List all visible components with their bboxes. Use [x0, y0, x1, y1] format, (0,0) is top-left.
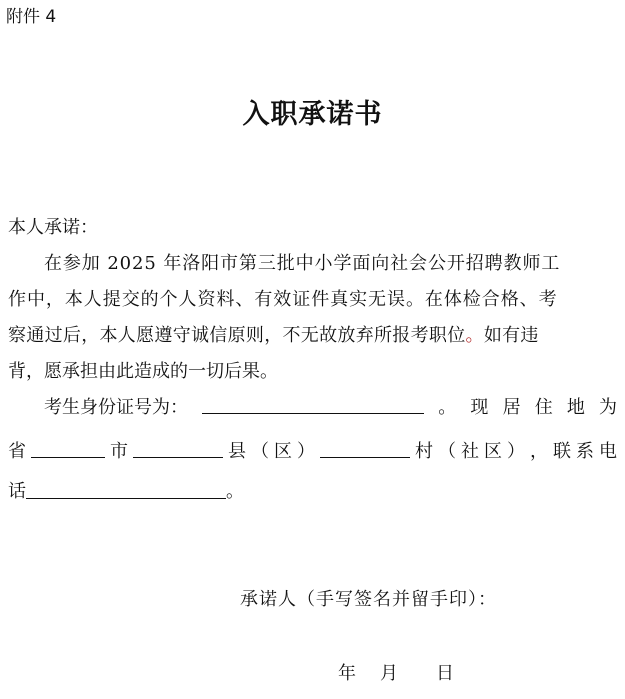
paragraph-line-3: [8, 323, 539, 349]
village-char: 联: [553, 441, 571, 462]
county-char: ）: [297, 441, 315, 462]
address-line: [8, 439, 617, 465]
id-number-blank[interactable]: [202, 395, 424, 414]
paragraph-line-3-text: 察通过后，本人愿遵守诚信原则，不无故放弃所报考职位: [8, 325, 466, 346]
phone-label: 话: [8, 481, 26, 502]
paragraph-line-3-tail: 如有违: [483, 325, 539, 346]
residence-char: 地: [566, 397, 585, 418]
date-day: 日: [436, 663, 454, 684]
village-char: ）: [507, 441, 525, 462]
paragraph-line-3-end-mark: 。: [465, 325, 484, 346]
county-char: 区: [274, 441, 292, 462]
residence-char: 现: [470, 397, 489, 418]
paragraph-line-2: 作中，本人提交的个人资料、有效证件真实无误。在体检合格、考: [8, 289, 558, 310]
city-blank[interactable]: [133, 439, 223, 458]
paragraph-line-1-text: 在参加 2025 年洛阳市第三批中小学面向社会公开招聘教师工: [44, 253, 561, 274]
village-char: 村: [415, 441, 433, 462]
province-blank[interactable]: [31, 439, 105, 458]
signer-label: 承诺人（手写签名并留手印）：: [240, 589, 497, 610]
residence-char: 住: [534, 397, 553, 418]
village-char: （: [438, 441, 456, 462]
village-char: 社: [461, 441, 479, 462]
document-title: 入职承诺书: [242, 99, 383, 130]
greeting: 本人承诺：: [8, 217, 98, 238]
residence-char: 。: [438, 397, 457, 418]
attachment-label: 附件 4: [6, 7, 57, 27]
village-char: 电: [599, 441, 617, 462]
paragraph-line-1: [44, 251, 617, 277]
city-label: 市: [110, 441, 128, 462]
id-number-line: [44, 395, 617, 421]
village-char: ，: [530, 441, 548, 462]
county-blank[interactable]: [320, 439, 410, 458]
residence-char: 为: [598, 397, 617, 418]
id-prompt: 考生身份证号为：: [44, 397, 188, 418]
date-month: 月: [380, 663, 398, 684]
paragraph-line-4: 背，愿承担由此造成的一切后果。: [8, 361, 278, 382]
county-char: 县: [228, 441, 246, 462]
county-char: （: [251, 441, 269, 462]
date-year: 年: [338, 663, 356, 684]
residence-char: 居: [502, 397, 521, 418]
village-char: 区: [484, 441, 502, 462]
phone-line: [8, 479, 244, 505]
date-line: [338, 661, 454, 687]
phone-blank[interactable]: [26, 480, 226, 499]
phone-end: 。: [226, 481, 244, 502]
village-char: 系: [576, 441, 594, 462]
province-label: 省: [8, 441, 26, 462]
